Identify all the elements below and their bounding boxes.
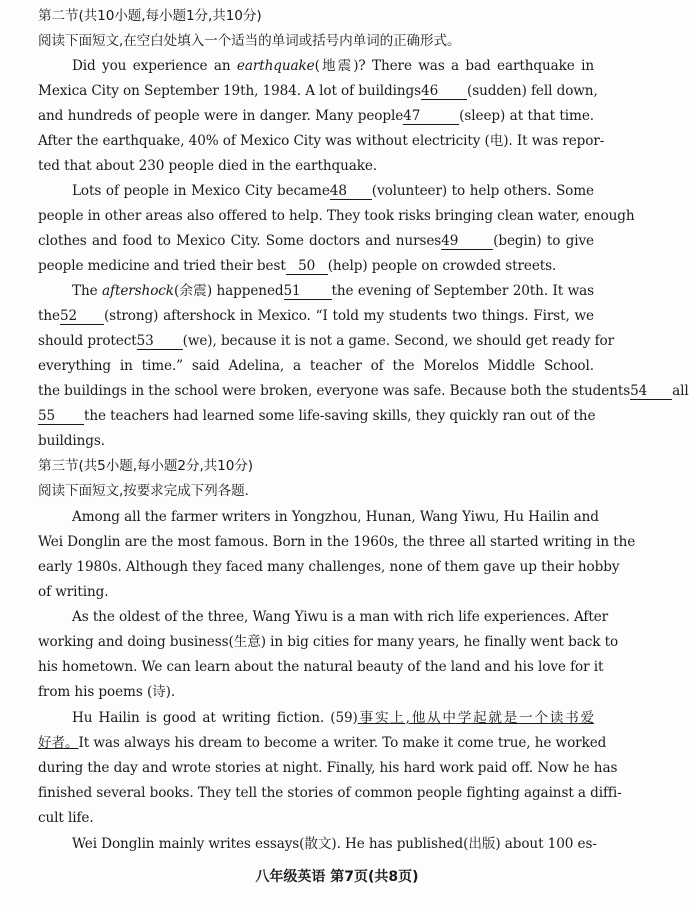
s2-p3-line7: buildings. [38, 433, 105, 449]
s3-p3-line2: 好者。It was always his dream to become a writer. To make it come true, he worked [38, 735, 607, 751]
s3-p3-line5: cult life. [38, 810, 94, 826]
s2-p2-line2: people in other areas also offered to help. They took risks bringing clean water, enough [38, 208, 635, 224]
blank-48: 48 [330, 183, 372, 200]
s2-p3-line3: should protect53 (we), because it is not a game. Second, we should get ready for [38, 333, 614, 349]
s2-p3-line5: the buildings in the school were broken, everyone was safe. Because both the students54 all [38, 383, 689, 399]
section2-heading: 第二节(共10小题,每小题1分,共10分) [38, 8, 262, 24]
blank-47: 47 [403, 108, 459, 125]
s2-p1-line2: Mexica City on September 19th, 1984. A lot of buildings46 (sudden) fell down, [38, 83, 598, 99]
page-footer: 八年级英语 第7页(共8页) [255, 869, 419, 885]
s2-p2-line1: Lots of people in Mexico City became48 (volunteer) to help others. Some [72, 183, 595, 199]
s3-p2-line1: As the oldest of the three, Wang Yiwu is a man with rich life experiences. After [72, 609, 609, 625]
s3-p2-line2: working and doing business(生意) in big cities for many years, he finally went back to [38, 634, 619, 650]
s2-p3-line2: the52 (strong) aftershock in Mexico. “I told my students two things. First, we [38, 308, 594, 324]
s2-p1-line3: and hundreds of people were in danger. Many people47 (sleep) at that time. [38, 108, 594, 124]
blank-52: 52 [60, 308, 104, 325]
blank-54: 54 [630, 383, 672, 400]
blank-53: 53 [137, 333, 183, 350]
s3-p1-line4: of writing. [38, 584, 109, 600]
s3-p1-line3: early 1980s. Although they faced many challenges, none of them gave up their hobby [38, 559, 620, 575]
blank-51: 51 [284, 283, 332, 300]
s3-p2-line4: from his poems (诗). [38, 684, 176, 700]
section2-instruction: 阅读下面短文,在空白处填入一个适当的单词或括号内单词的正确形式。 [38, 33, 461, 49]
s3-p2-line3: his hometown. We can learn about the natural beauty of the land and his love for it [38, 659, 604, 675]
q59-underlined-sentence: 事实上,他从中学起就是一个读书爱 [357, 710, 594, 726]
s3-p3-line4: finished several books. They tell the stories of common people fighting against a diffi- [38, 785, 622, 801]
s2-p3-line1: The aftershock(余震) happened51 the evening of September 20th. It was [72, 283, 595, 299]
s2-p2-line3: clothes and food to Mexico City. Some doctors and nurses49 (begin) to give [38, 233, 594, 249]
s3-p3-line3: during the day and wrote stories at night. Finally, his hard work paid off. Now he has [38, 760, 618, 776]
s2-p3-line4: everything in time.” said Adelina, a teacher of the Morelos Middle School. [38, 358, 594, 374]
s3-p4-line1: Wei Donglin mainly writes essays(散文). He has published(出版) about 100 es- [72, 836, 597, 852]
s2-p1-line1: Did you experience an earthquake(地震)? There was a bad earthquake in [72, 58, 594, 74]
s2-p1-line4: After the earthquake, 40% of Mexico City was without electricity (电). It was repor- [38, 133, 605, 149]
s2-p2-line4: people medicine and tried their best 50 (help) people on crowded streets. [38, 258, 557, 274]
s2-p3-line6: 55 the teachers had learned some life-saving skills, they quickly ran out of the [38, 408, 596, 424]
s3-p3-line1: Hu Hailin is good at writing fiction. (59)事实上,他从中学起就是一个读书爱 [72, 710, 594, 726]
s3-p1-line2: Wei Donglin are the most famous. Born in the 1960s, the three all started writing in the [38, 534, 636, 550]
blank-49: 49 [441, 233, 493, 250]
blank-55: 55 [38, 408, 84, 425]
s3-p1-line1: Among all the farmer writers in Yongzhou, Hunan, Wang Yiwu, Hu Hailin and [72, 509, 599, 525]
blank-50: 50 [286, 258, 328, 275]
s2-p1-line5: ted that about 230 people died in the earthquake. [38, 158, 378, 174]
section3-heading: 第三节(共5小题,每小题2分,共10分) [38, 458, 253, 474]
section3-instruction: 阅读下面短文,按要求完成下列各题. [38, 483, 249, 499]
blank-46: 46 [421, 83, 467, 100]
